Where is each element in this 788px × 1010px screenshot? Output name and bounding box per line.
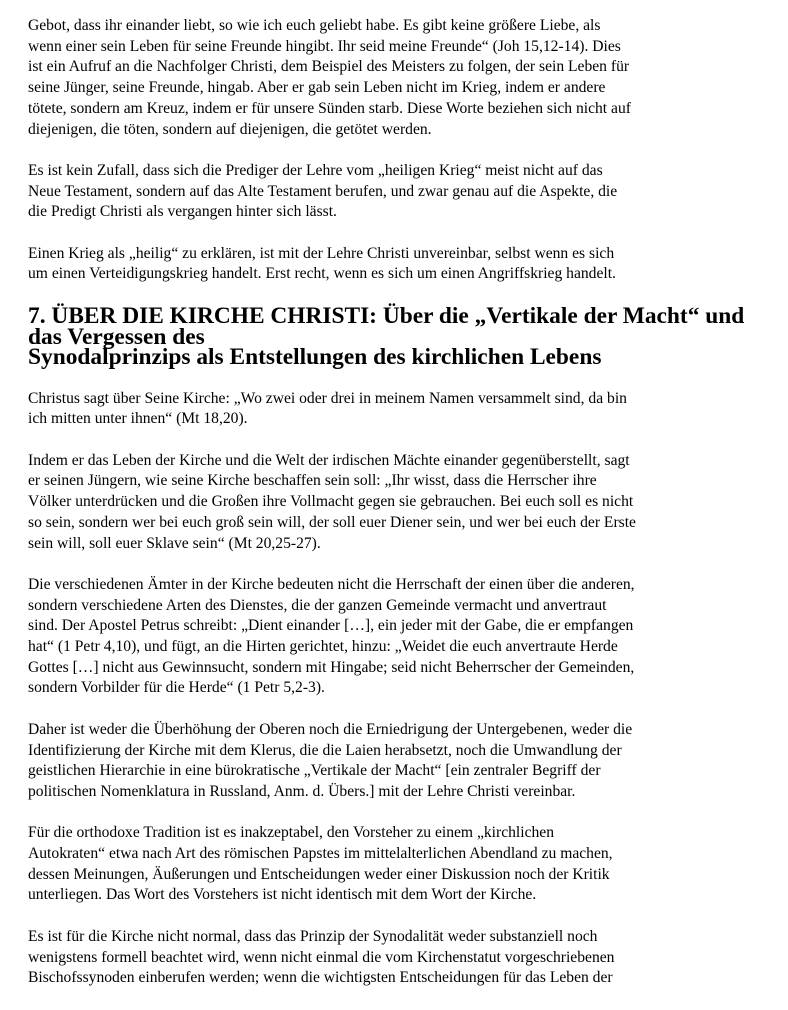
paragraph: Es ist für die Kirche nicht normal, dass das Prinzip der Synodalität weder substanziell noch wenigstens formell beachtet wird, wenn nicht einmal die vom Kirchenstatut vorgeschriebenen Bischofssynoden einberufen werden; wenn die wichtigsten Entscheidungen für das Leben der [28,927,615,987]
document-page [28,16,768,1010]
paragraph: Christus sagt über Seine Kirche: „Wo zwei oder drei in meinem Namen versammelt sind, da bin ich mitten unter ihnen“ (Mt 18,20). [28,389,627,428]
paragraph: Die verschiedenen Ämter in der Kirche bedeuten nicht die Herrschaft der einen über die anderen, sondern verschiedene Arten des Dienstes, die der ganzen Gemeinde vermacht und anvertraut sind. Der Apostel Petrus schreibt: „Dient einander […], ein jeder mit der Gabe, die er empfangen hat“ (1 Petr 4,10), und fügt, an die Hirten gerichtet, hinzu: „Weidet die euch anvertraute Herde Gottes […] nicht aus Gewinnsucht, sondern mit Hingabe; seid nicht Beherrscher der Gemeinden, sondern Vorbilder für die Herde“ (1 Petr 5,2-3). [28,575,635,697]
paragraph: Gebot, dass ihr einander liebt, so wie ich euch geliebt habe. Es gibt keine größere Liebe, als wenn einer sein Leben für seine Freunde hingibt. Ihr seid meine Freunde“ (Joh 15,12-14). Dies ist ein Aufruf an die Nachfolger Christi, dem Beispiel des Meisters zu folgen, der sein Leben für seine Jünger, seine Freunde, hingab. Aber er gab sein Leben nicht im Krieg, indem er andere tötete, sondern am Kreuz, indem er für unsere Sünden starb. Diese Worte beziehen sich nicht auf diejenigen, die töten, sondern auf diejenigen, die getötet werden. [28,17,631,138]
paragraph: Einen Krieg als „heilig“ zu erklären, ist mit der Lehre Christi unvereinbar, selbst wenn es sich um einen Verteidigungskrieg handelt. Erst recht, wenn es sich um einen Angriffskrieg handelt. [28,244,616,283]
paragraph: Für die orthodoxe Tradition ist es inakzeptabel, den Vorsteher zu einem „kirchlichen Autokraten“ etwa nach Art des römischen Papstes im mittelalterlichen Abendland zu machen, dessen Meinungen, Äußerungen und Entscheidungen weder einer Diskussion noch der Kritik unterliegen. Das Wort des Vorstehers ist nicht identisch mit dem Wort der Kirche. [28,824,613,904]
paragraph: Indem er das Leben der Kirche und die Welt der irdischen Mächte einander gegenüberstellt, sagt er seinen Jüngern, wie seine Kirche beschaffen sein soll: „Ihr wisst, dass die Herrscher ihre Völker unterdrücken und die Großen ihre Vollmacht gegen sie gebrauchen. Bei euch soll es nicht so sein, sondern wer bei euch groß sein will, der soll euer Diener sein, und wer bei euch der Erste sein will, soll euer Sklave sein“ (Mt 20,25-27). [28,451,636,552]
paragraph: Es ist kein Zufall, dass sich die Prediger der Lehre vom „heiligen Krieg“ meist nicht auf das Neue Testament, sondern auf das Alte Testament berufen, und zwar genau auf die Aspekte, die die Predigt Christi als vergangen hinter sich lässt. [28,161,618,221]
section-heading: 7. ÜBER DIE KIRCHE CHRISTI: Über die „Vertikale der Macht“ und das Vergessen des Synodalprinzips als Entstellungen des kirchlichen Lebens [28,302,745,371]
paragraph: Daher ist weder die Überhöhung der Oberen noch die Erniedrigung der Untergebenen, weder die Identifizierung der Kirche mit dem Klerus, die die Laien herabsetzt, noch die Umwandlung der geistlichen Hierarchie in eine bürokratische „Vertikale der Macht“ [ein zentraler Begriff der politischen Nomenklatura in Russland, Anm. d. Übers.] mit der Lehre Christi vereinbar. [28,720,633,800]
